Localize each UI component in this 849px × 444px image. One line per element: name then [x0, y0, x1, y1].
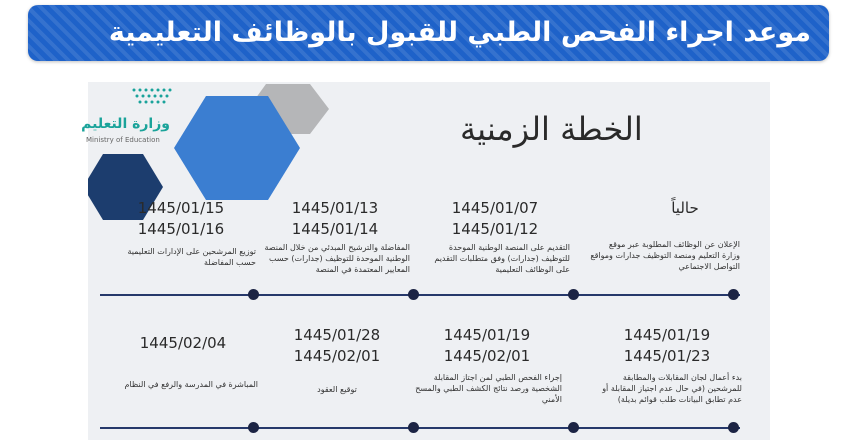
ministry-name-ar: وزارة التعليم	[81, 116, 170, 132]
timeline-dot	[568, 289, 579, 300]
timeline-item	[260, 198, 410, 275]
timeline-dot	[408, 289, 419, 300]
item-date: 1445/01/13	[291, 199, 379, 217]
timeline-item	[262, 325, 412, 395]
item-date: 1445/01/23	[623, 347, 711, 365]
banner-title: موعد اجراء الفحص الطبي للقبول بالوظائف التعليمية	[108, 17, 811, 48]
plan-title: الخطة الزمنية	[460, 110, 643, 148]
item-date: 1445/01/19	[623, 326, 711, 344]
ministry-name-en: Ministry of Education	[86, 136, 160, 144]
item-description: التقديم على المنصة الوطنية الموحدة للتوظيف (جدارات) وفق متطلبات التقديم على الوظائف التعليمية	[434, 243, 570, 274]
item-date: 1445/02/04	[139, 334, 227, 352]
item-date: 1445/01/16	[137, 220, 225, 238]
timeline-dot	[248, 422, 259, 433]
item-date: 1445/01/19	[443, 326, 531, 344]
timeline-line-1	[100, 294, 740, 296]
item-description: الإعلان عن الوظائف المطلوبة عبر موقع وزارة التعليم ومنصة التوظيف جدارات ومواقع التواصل الاجتماعي	[590, 240, 740, 271]
item-date: 1445/01/28	[293, 326, 381, 344]
timeline-dot	[728, 289, 739, 300]
item-date: 1445/02/01	[293, 347, 381, 365]
item-description: توزيع المرشحين على الإدارات التعليمية حسب المفاضلة	[127, 247, 256, 267]
item-description: إجراء الفحص الطبي لمن اجتاز المقابلة الشخصية ورصد نتائج الكشف الطبي والمسح الأمني	[415, 373, 562, 404]
timeline-line-2	[100, 427, 740, 429]
title-banner	[28, 5, 829, 61]
item-description: المباشرة في المدرسة والرفع في النظام	[124, 380, 258, 389]
timeline-dot	[728, 422, 739, 433]
timeline-item	[590, 198, 740, 272]
ministry-logo	[81, 86, 170, 146]
item-date: 1445/01/15	[137, 199, 225, 217]
item-description: المفاضلة والترشيح المبدئي من خلال المنصة الوطنية الموحدة للتوظيف (جدارات) حسب المعايير المعتمدة في المنصة	[264, 243, 410, 274]
timeline-item	[108, 333, 258, 390]
timeline-item	[412, 325, 562, 405]
timeline-item	[420, 198, 570, 275]
timeline-dot	[408, 422, 419, 433]
item-date: 1445/01/07	[451, 199, 539, 217]
item-date: 1445/01/12	[451, 220, 539, 238]
item-date: 1445/01/14	[291, 220, 379, 238]
timeline-dot	[248, 289, 259, 300]
timeline-item	[592, 325, 742, 405]
item-date: حالياً	[671, 199, 699, 217]
item-date: 1445/02/01	[443, 347, 531, 365]
ministry-logo-icon	[130, 86, 174, 106]
item-description: بدء أعمال لجان المقابلات والمطابقة للمرشحين (في حال عدم اجتياز المقابلة أو عدم تطابق البيانات طلب قوائم بديلة)	[602, 373, 742, 404]
timeline-dot	[568, 422, 579, 433]
item-description: توقيع العقود	[317, 385, 357, 394]
timeline-item	[106, 198, 256, 268]
